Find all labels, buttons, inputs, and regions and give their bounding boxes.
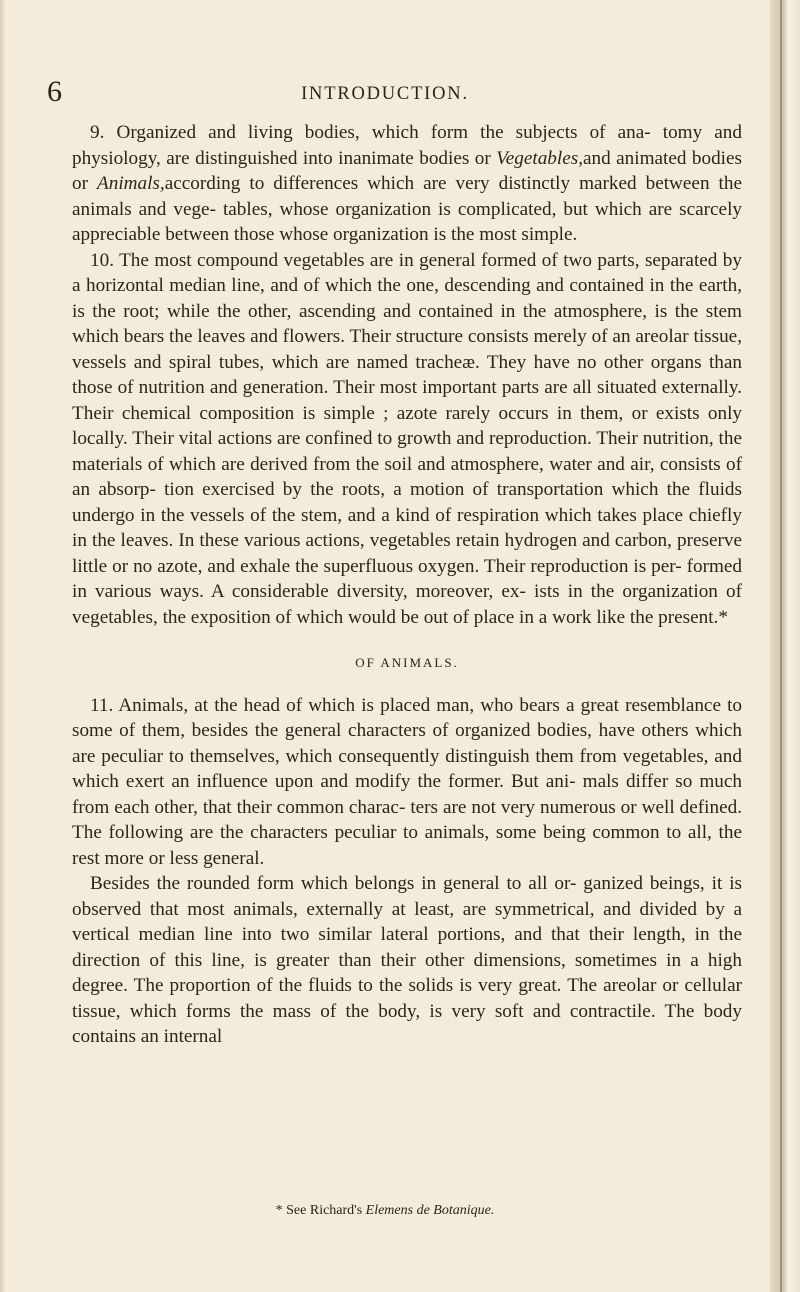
footnote-citation: Elemens de Botanique. [365,1203,495,1218]
running-title: INTRODUCTION. [301,84,469,104]
section-heading: OF ANIMALS. [355,655,459,670]
footnote-text: * See Richard's [275,1203,366,1218]
body-text [72,120,742,1050]
book-binding-edge [770,0,800,1292]
page-number: 6 [47,75,62,108]
page-edge-shadow [0,0,6,1292]
paragraph-9-text-c: and animated bodies or [72,147,742,194]
binding-line [780,0,782,1292]
italic-animals: Animals, [97,173,165,194]
paragraph-9-text-a: 9. Organized and living bodies, which form the subjects of ana- tomy and physiology, are distinguished into inanimate bodies or [72,122,742,169]
paragraph-9 [72,120,742,248]
page-header [0,76,770,116]
italic-vegetables: Vegetables, [496,147,584,169]
footnote [0,1202,770,1220]
paragraph-12: Besides the rounded form which belongs in general to all or- ganized beings, it is observed that most animals, externally at least, are symmetrical, and divided by a vertical median line into two similar lateral portions, and that their length, in the direction of this line, is greater than their other dimensions, sometimes in a high degree. The proportion of the fluids to the solids is very great. The areolar or cellular tissue, which forms the mass of the body, is very soft and contractile. The body contains an internal [72,873,742,1047]
paragraph-9-text-e: according to differences which are very distinctly marked between the animals and vege- tables, whose organization is complicated, but which are scarcely appreciable between those whose organization is the most simple. [72,173,742,245]
paragraph-10: 10. The most compound vegetables are in general formed of two parts, separated by a horizontal median line, and of which the one, descending and contained in the earth, is the root; while the other, ascending and contained in the atmosphere, is the stem which bears the leaves and flowers. Their structure consists merely of an areolar tissue, vessels and spiral tubes, which are named tracheæ. They have no other organs than those of nutrition and generation. Their most important parts are all situated externally. Their chemical composition is simple ; azote rarely occurs in them, or exists only locally. Their vital actions are confined to growth and reproduction. Their nutrition, the materials of which are derived from the soil and atmosphere, water and air, consists of an absorp- tion exercised by the roots, a motion of transportation which the fluids undergo in the vessels of the stem, and a kind of respiration which takes place chiefly in the leaves. In these various actions, vegetables retain hydrogen and carbon, preserve little or no azote, and exhale the superfluous oxygen. Their reproduction is per- formed in various ways. A considerable diversity, moreover, ex- ists in the organization of vegetables, the exposition of which would be out of place in a work like the present.* [72,249,742,628]
paragraph-11: 11. Animals, at the head of which is placed man, who bears a great resemblance to some of them, besides the general characters of organized bodies, have others which are peculiar to themselves, which consequently distinguish them from vegetables, and which exert an influence upon and modify the former. But ani- mals differ so much from each other, that their common charac- ters are not very numerous or well defined. The following are the characters peculiar to animals, some being common to all, the rest more or less general. [72,694,742,869]
